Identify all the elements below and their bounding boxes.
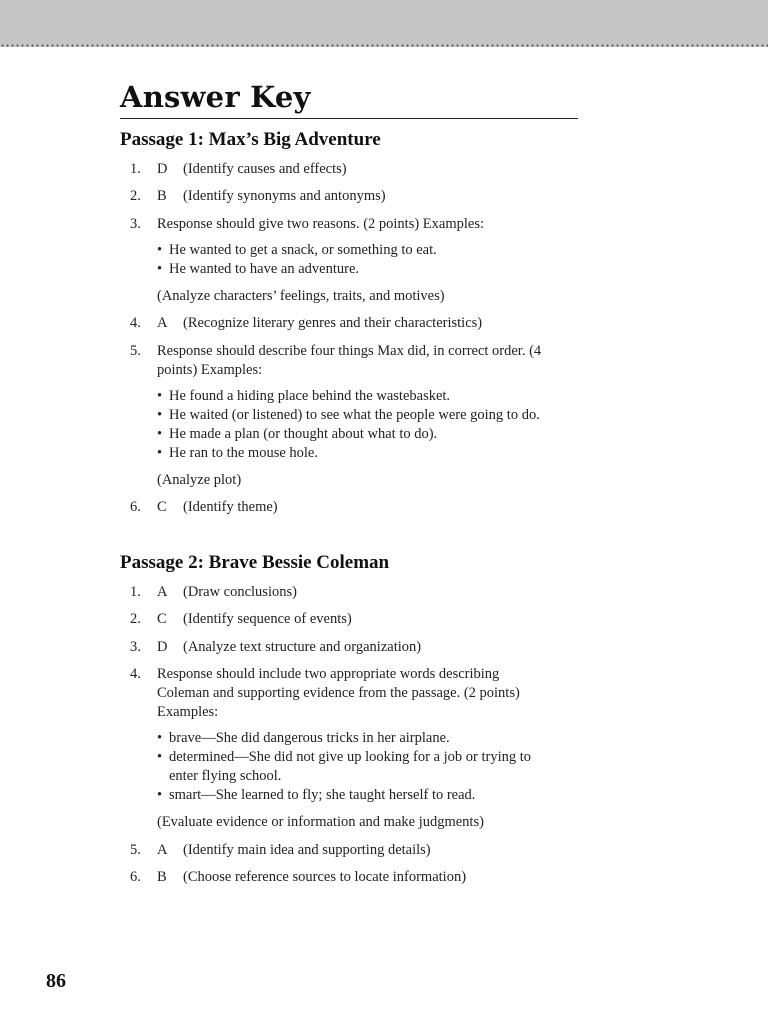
skill-text: (Choose reference sources to locate information) bbox=[183, 869, 467, 885]
skill-text: (Analyze characters’ feelings, traits, and motives) bbox=[157, 287, 445, 304]
skill-text: (Identify theme) bbox=[183, 499, 278, 515]
list-item bbox=[120, 314, 580, 333]
list-item bbox=[120, 583, 580, 602]
item-number: 2. bbox=[130, 611, 141, 627]
item-number: 3. bbox=[130, 215, 141, 232]
answer-letter: A bbox=[157, 583, 168, 600]
answer-letter: B bbox=[157, 188, 167, 204]
item-number: 5. bbox=[130, 841, 141, 858]
answer-letter: C bbox=[157, 611, 167, 627]
passage-2-section bbox=[120, 552, 580, 887]
example-bullet: • He wanted to have an adventure. bbox=[157, 260, 580, 279]
list-item bbox=[120, 187, 580, 206]
skill-text: (Analyze text structure and organization) bbox=[183, 638, 422, 655]
passage-2-heading: Passage 2: Brave Bessie Coleman bbox=[120, 552, 390, 573]
answer-letter: D bbox=[157, 638, 168, 655]
skill-text: (Evaluate evidence or information and make judgments) bbox=[157, 814, 484, 830]
response-text: Response should give two reasons. (2 points) Examples: bbox=[157, 215, 485, 232]
list-item bbox=[120, 498, 580, 517]
example-bullet: • He ran to the mouse hole. bbox=[157, 444, 580, 463]
answer-letter: B bbox=[157, 869, 167, 885]
example-bullet: • brave—She did dangerous tricks in her airplane. bbox=[157, 729, 580, 748]
skill-text: (Identify main idea and supporting details) bbox=[183, 841, 431, 858]
response-text: Response should include two appropriate words describing Coleman and supporting evidence from the passage. (2 points) Examples: bbox=[157, 666, 520, 720]
passage-1-answers bbox=[120, 160, 580, 518]
item-number: 2. bbox=[130, 188, 141, 204]
answer-letter: A bbox=[157, 315, 168, 331]
example-list bbox=[157, 729, 580, 805]
list-item bbox=[120, 215, 580, 306]
response-text: Response should describe four things Max did, in correct order. (4 points) Examples: bbox=[157, 342, 542, 378]
top-banner bbox=[0, 0, 768, 47]
list-item bbox=[120, 665, 580, 832]
example-bullet: • smart—She learned to fly; she taught herself to read. bbox=[157, 786, 580, 805]
example-list bbox=[157, 387, 580, 463]
item-number: 1. bbox=[130, 583, 141, 600]
list-item bbox=[120, 841, 580, 860]
list-item bbox=[120, 342, 580, 490]
list-item bbox=[120, 638, 580, 657]
list-item bbox=[120, 868, 580, 887]
example-bullet: • He found a hiding place behind the wastebasket. bbox=[157, 387, 580, 406]
item-number: 4. bbox=[130, 666, 141, 682]
skill-text: (Analyze plot) bbox=[157, 471, 242, 488]
example-list bbox=[157, 241, 580, 279]
page-title: Answer Key bbox=[120, 80, 311, 114]
item-number: 5. bbox=[130, 342, 141, 359]
skill-text: (Draw conclusions) bbox=[183, 583, 297, 600]
item-number: 3. bbox=[130, 638, 141, 655]
skill-text: (Identify synonyms and antonyms) bbox=[183, 188, 386, 204]
item-number: 6. bbox=[130, 869, 141, 885]
answer-key-content bbox=[120, 78, 580, 885]
answer-letter: C bbox=[157, 499, 167, 515]
answer-letter: D bbox=[157, 160, 168, 177]
skill-text: (Identify sequence of events) bbox=[183, 611, 352, 627]
example-bullet: • He wanted to get a snack, or something to eat. bbox=[157, 241, 580, 260]
skill-text: (Recognize literary genres and their characteristics) bbox=[183, 315, 483, 331]
passage-2-answers bbox=[120, 583, 580, 888]
answer-letter: A bbox=[157, 841, 168, 858]
example-bullet: • determined—She did not give up looking for a job or trying to enter flying school. bbox=[157, 748, 559, 786]
item-number: 6. bbox=[130, 499, 141, 515]
item-number: 1. bbox=[130, 160, 141, 177]
page-number: 86 bbox=[46, 970, 66, 992]
skill-text: (Identify causes and effects) bbox=[183, 160, 347, 177]
list-item bbox=[120, 610, 580, 629]
dotted-border bbox=[0, 44, 768, 47]
example-bullet: • He made a plan (or thought about what to do). bbox=[157, 425, 580, 444]
item-number: 4. bbox=[130, 315, 141, 331]
list-item bbox=[120, 160, 580, 179]
example-bullet: • He waited (or listened) to see what the people were going to do. bbox=[157, 406, 580, 425]
title-rule bbox=[120, 118, 578, 119]
passage-1-heading: Passage 1: Max’s Big Adventure bbox=[120, 129, 381, 150]
